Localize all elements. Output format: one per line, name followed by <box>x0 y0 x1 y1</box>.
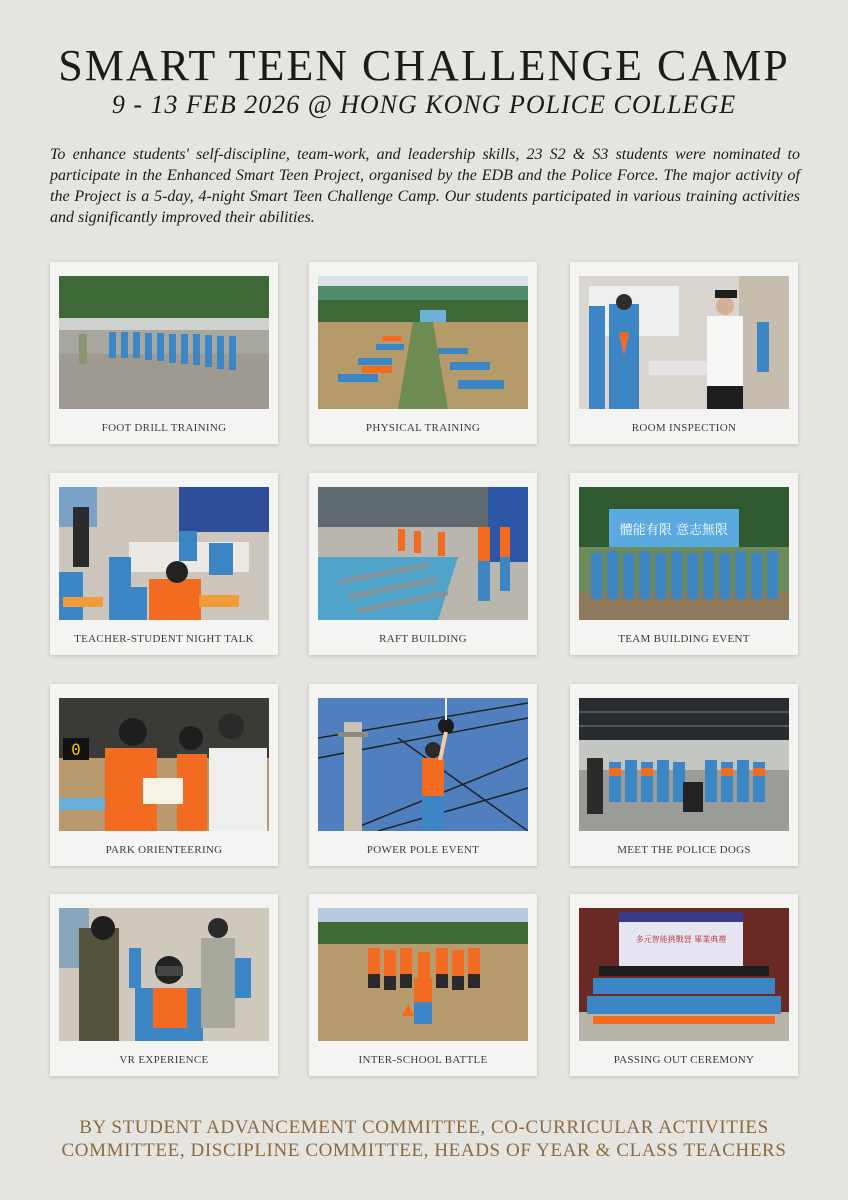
photo-battle <box>318 908 528 1041</box>
photo-caption: PARK ORIENTEERING <box>105 844 223 856</box>
photo-night-talk <box>59 487 269 620</box>
photo-card-physical <box>309 262 537 444</box>
photo-card-night-talk <box>50 473 278 655</box>
photo-caption: PHYSICAL TRAINING <box>365 422 481 434</box>
photo-raft <box>318 487 528 620</box>
photo-caption: INTER-SCHOOL BATTLE <box>358 1054 488 1066</box>
credits-footer <box>0 1116 848 1162</box>
photo-caption: VR EXPERIENCE <box>119 1054 209 1066</box>
photo-caption: FOOT DRILL TRAINING <box>101 422 227 434</box>
photo-card-team-building <box>570 473 798 655</box>
photo-caption: ROOM INSPECTION <box>631 422 737 434</box>
intro-paragraph: To enhance students' self-discipline, team-work, and leadership skills, 23 S2 & S3 students were nominated to participate in the Enhanced Smart Teen Project, organised by the EDB and the Police Force. The major activity of the Project is a 5-day, 4-night Smart Teen Challenge Camp. Our students participated in various training activities and significantly improved their abilities. <box>50 146 800 226</box>
page-subtitle: 9 - 13 FEB 2026 @ HONG KONG POLICE COLLEGE <box>111 90 737 119</box>
photo-card-battle <box>309 894 537 1076</box>
counter-text: 0 <box>71 740 81 759</box>
photo-power-pole <box>318 698 528 831</box>
photo-caption: POWER POLE EVENT <box>366 844 480 856</box>
photo-card-power-pole <box>309 684 537 866</box>
credits-line-2: COMMITTEE, DISCIPLINE COMMITTEE, HEADS OF YEAR & CLASS TEACHERS <box>61 1140 787 1161</box>
photo-foot-drill <box>59 276 269 409</box>
photo-vr <box>59 908 269 1041</box>
photo-physical <box>318 276 528 409</box>
photo-caption: RAFT BUILDING <box>379 633 467 645</box>
photo-caption: MEET THE POLICE DOGS <box>617 844 751 856</box>
photo-card-orienteering <box>50 684 278 866</box>
banner-text: 體能有限 意志無限 <box>619 523 729 538</box>
ceremony-banner-text: 多元智能挑戰營 畢業典禮 <box>635 935 727 944</box>
credits-line-1: BY STUDENT ADVANCEMENT COMMITTEE, CO-CURRICULAR ACTIVITIES <box>79 1117 769 1138</box>
photo-caption: TEAM BUILDING EVENT <box>618 633 750 645</box>
photo-card-room <box>570 262 798 444</box>
photo-caption: PASSING OUT CEREMONY <box>613 1054 755 1066</box>
photo-caption: TEACHER-STUDENT NIGHT TALK <box>74 633 254 645</box>
photo-card-vr <box>50 894 278 1076</box>
page-title: SMART TEEN CHALLENGE CAMP <box>58 41 790 90</box>
photo-orienteering <box>59 698 269 831</box>
photo-card-foot-drill <box>50 262 278 444</box>
photo-police-dogs <box>579 698 789 831</box>
photo-card-raft <box>309 473 537 655</box>
photo-room <box>579 276 789 409</box>
photo-card-police-dogs <box>570 684 798 866</box>
photo-card-ceremony <box>570 894 798 1076</box>
photo-ceremony <box>579 908 789 1041</box>
photo-team-building <box>579 487 789 620</box>
